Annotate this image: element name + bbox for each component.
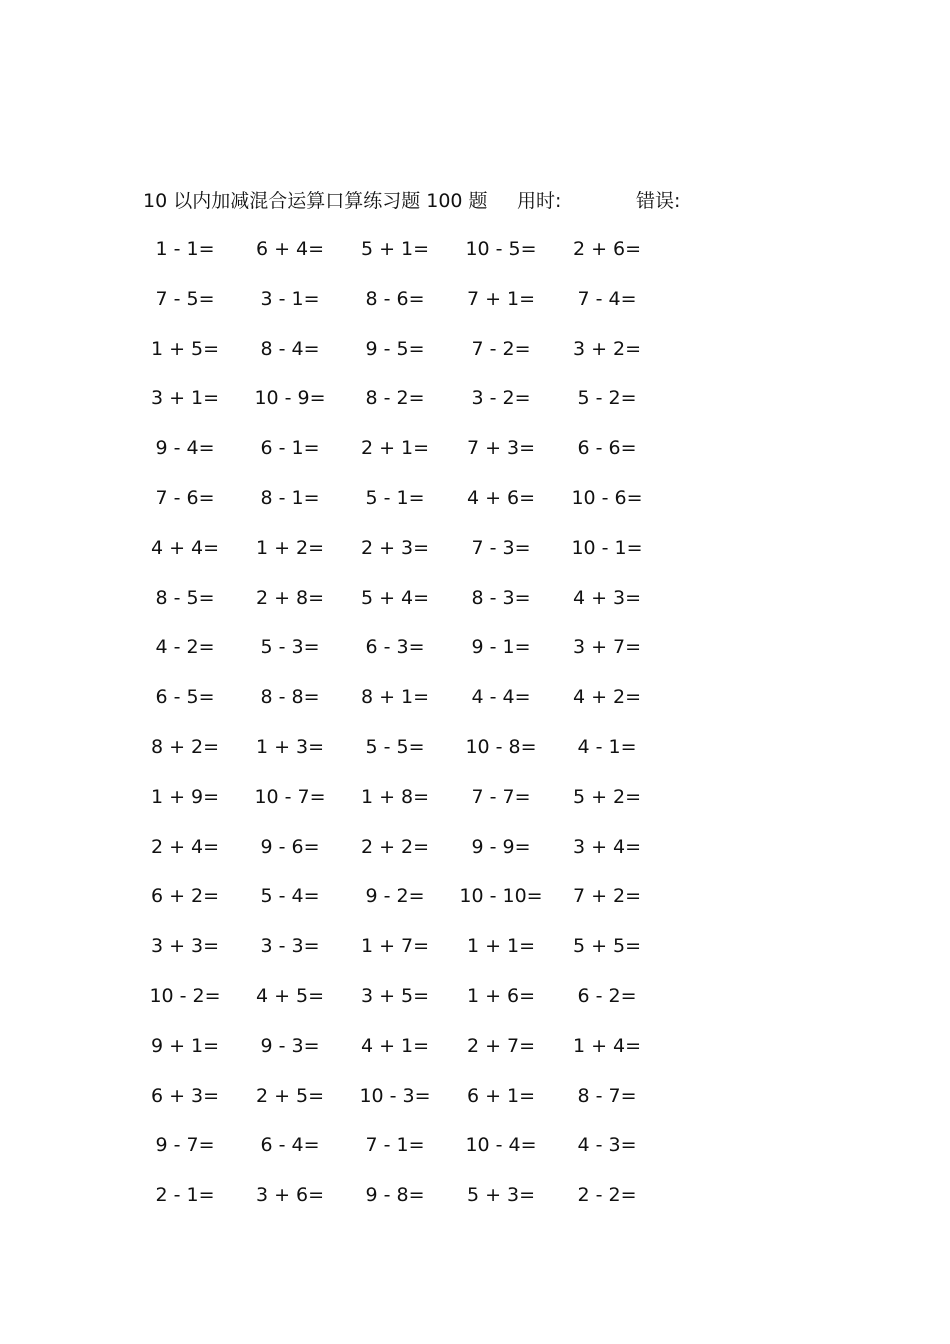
problem-item: 4 - 2= xyxy=(155,636,215,659)
problem-item: 9 - 4= xyxy=(155,437,215,460)
problem-item: 10 - 4= xyxy=(465,1134,537,1157)
problem-item: 8 - 4= xyxy=(260,337,320,360)
problem-item: 2 - 2= xyxy=(577,1184,637,1207)
problem-item: 3 - 3= xyxy=(260,935,320,958)
problem-item: 4 + 5= xyxy=(255,984,325,1007)
problem-item: 4 - 4= xyxy=(471,686,531,709)
problem-item: 5 - 3= xyxy=(260,636,320,659)
problem-row xyxy=(0,780,950,830)
problem-item: 6 + 3= xyxy=(150,1084,220,1107)
problem-item: 2 + 3= xyxy=(360,536,430,559)
problem-item: 2 + 5= xyxy=(255,1084,325,1107)
problem-item: 5 + 1= xyxy=(360,238,430,260)
problem-row xyxy=(0,381,950,431)
problem-item: 6 - 1= xyxy=(260,437,320,460)
problem-item: 9 - 3= xyxy=(260,1034,320,1057)
problem-item: 2 + 8= xyxy=(255,586,325,609)
problem-item: 10 - 3= xyxy=(359,1084,431,1107)
problem-item: 4 + 1= xyxy=(360,1034,430,1057)
problem-item: 9 - 5= xyxy=(365,337,425,360)
problem-row xyxy=(0,830,950,880)
problem-item: 8 + 1= xyxy=(360,686,430,709)
problem-item: 6 - 6= xyxy=(577,437,637,460)
problem-item: 4 + 6= xyxy=(466,486,536,509)
problem-item: 8 - 1= xyxy=(260,486,320,509)
problem-item: 9 - 6= xyxy=(260,835,320,858)
problem-row xyxy=(0,332,950,382)
problem-row xyxy=(0,232,950,282)
problem-row xyxy=(0,581,950,631)
problem-row xyxy=(0,481,950,531)
problem-item: 1 + 9= xyxy=(150,785,220,808)
problem-item: 9 + 1= xyxy=(150,1034,220,1057)
problem-item: 6 + 2= xyxy=(150,885,220,908)
problem-row xyxy=(0,929,950,979)
problem-item: 2 + 4= xyxy=(150,835,220,858)
problem-item: 1 + 5= xyxy=(150,337,220,360)
problem-row xyxy=(0,531,950,581)
problem-item: 6 - 5= xyxy=(155,686,215,709)
problem-item: 6 + 4= xyxy=(255,238,325,260)
time-used-label: 用时: xyxy=(517,190,562,212)
problem-row xyxy=(0,282,950,332)
problem-item: 10 - 5= xyxy=(465,238,537,260)
problem-item: 5 - 2= xyxy=(577,387,637,410)
problem-item: 2 - 1= xyxy=(155,1184,215,1207)
problem-item: 7 - 7= xyxy=(471,785,531,808)
problem-item: 1 + 1= xyxy=(466,935,536,958)
problem-item: 5 + 2= xyxy=(572,785,642,808)
problem-row xyxy=(0,879,950,929)
problem-item: 5 - 1= xyxy=(365,486,425,509)
problem-item: 10 - 1= xyxy=(571,536,643,559)
problem-item: 4 + 3= xyxy=(572,586,642,609)
problem-item: 10 - 10= xyxy=(459,885,543,908)
problem-item: 10 - 2= xyxy=(149,984,221,1007)
problem-item: 9 - 7= xyxy=(155,1134,215,1157)
problem-item: 1 + 6= xyxy=(466,984,536,1007)
problem-grid xyxy=(0,232,950,1228)
problem-item: 2 + 6= xyxy=(572,238,642,260)
problem-item: 5 - 4= xyxy=(260,885,320,908)
problem-row xyxy=(0,730,950,780)
problem-item: 10 - 7= xyxy=(254,785,326,808)
problem-item: 5 + 3= xyxy=(466,1184,536,1207)
problem-item: 1 + 7= xyxy=(360,935,430,958)
problem-item: 6 - 2= xyxy=(577,984,637,1007)
problem-item: 4 + 4= xyxy=(150,536,220,559)
problem-row xyxy=(0,979,950,1029)
problem-item: 1 + 3= xyxy=(255,735,325,758)
problem-item: 3 - 1= xyxy=(260,287,320,310)
problem-row xyxy=(0,630,950,680)
problem-item: 8 - 6= xyxy=(365,287,425,310)
problem-item: 3 + 2= xyxy=(572,337,642,360)
problem-item: 3 + 4= xyxy=(572,835,642,858)
problem-item: 3 + 6= xyxy=(255,1184,325,1207)
problem-item: 7 - 2= xyxy=(471,337,531,360)
worksheet-header xyxy=(0,184,950,218)
problem-item: 10 - 8= xyxy=(465,735,537,758)
problem-item: 7 + 2= xyxy=(572,885,642,908)
problem-item: 8 - 3= xyxy=(471,586,531,609)
errors-label: 错误: xyxy=(636,190,681,212)
problem-row xyxy=(0,680,950,730)
problem-item: 2 + 1= xyxy=(360,437,430,460)
problem-item: 7 - 4= xyxy=(577,287,637,310)
problem-item: 6 - 4= xyxy=(260,1134,320,1157)
problem-row xyxy=(0,431,950,481)
problem-item: 9 - 1= xyxy=(471,636,531,659)
problem-item: 3 + 3= xyxy=(150,935,220,958)
problem-item: 4 - 3= xyxy=(577,1134,637,1157)
problem-item: 8 - 2= xyxy=(365,387,425,410)
problem-item: 9 - 2= xyxy=(365,885,425,908)
problem-item: 10 - 6= xyxy=(571,486,643,509)
problem-row xyxy=(0,1079,950,1129)
problem-item: 8 - 5= xyxy=(155,586,215,609)
problem-item: 5 + 4= xyxy=(360,586,430,609)
problem-item: 2 + 7= xyxy=(466,1034,536,1057)
problem-item: 7 + 3= xyxy=(466,437,536,460)
problem-item: 4 - 1= xyxy=(577,735,637,758)
problem-item: 5 + 5= xyxy=(572,935,642,958)
problem-item: 7 + 1= xyxy=(466,287,536,310)
problem-item: 1 + 8= xyxy=(360,785,430,808)
problem-item: 3 + 7= xyxy=(572,636,642,659)
problem-item: 7 - 1= xyxy=(365,1134,425,1157)
problem-item: 3 - 2= xyxy=(471,387,531,410)
problem-item: 5 - 5= xyxy=(365,735,425,758)
problem-item: 3 + 1= xyxy=(150,387,220,410)
problem-item: 7 - 5= xyxy=(155,287,215,310)
problem-row xyxy=(0,1128,950,1178)
problem-item: 6 + 1= xyxy=(466,1084,536,1107)
problem-item: 8 + 2= xyxy=(150,735,220,758)
problem-item: 7 - 3= xyxy=(471,536,531,559)
problem-item: 10 - 9= xyxy=(254,387,326,410)
problem-item: 6 - 3= xyxy=(365,636,425,659)
problem-item: 9 - 8= xyxy=(365,1184,425,1207)
problem-item: 2 + 2= xyxy=(360,835,430,858)
problem-item: 8 - 7= xyxy=(577,1084,637,1107)
worksheet-title: 10 以内加减混合运算口算练习题 100 题 xyxy=(143,190,488,212)
problem-item: 9 - 9= xyxy=(471,835,531,858)
problem-item: 7 - 6= xyxy=(155,486,215,509)
problem-item: 1 + 2= xyxy=(255,536,325,559)
problem-item: 1 - 1= xyxy=(155,238,215,260)
problem-item: 3 + 5= xyxy=(360,984,430,1007)
problem-item: 8 - 8= xyxy=(260,686,320,709)
problem-row xyxy=(0,1029,950,1079)
problem-item: 1 + 4= xyxy=(572,1034,642,1057)
problem-item: 4 + 2= xyxy=(572,686,642,709)
problem-row xyxy=(0,1178,950,1228)
